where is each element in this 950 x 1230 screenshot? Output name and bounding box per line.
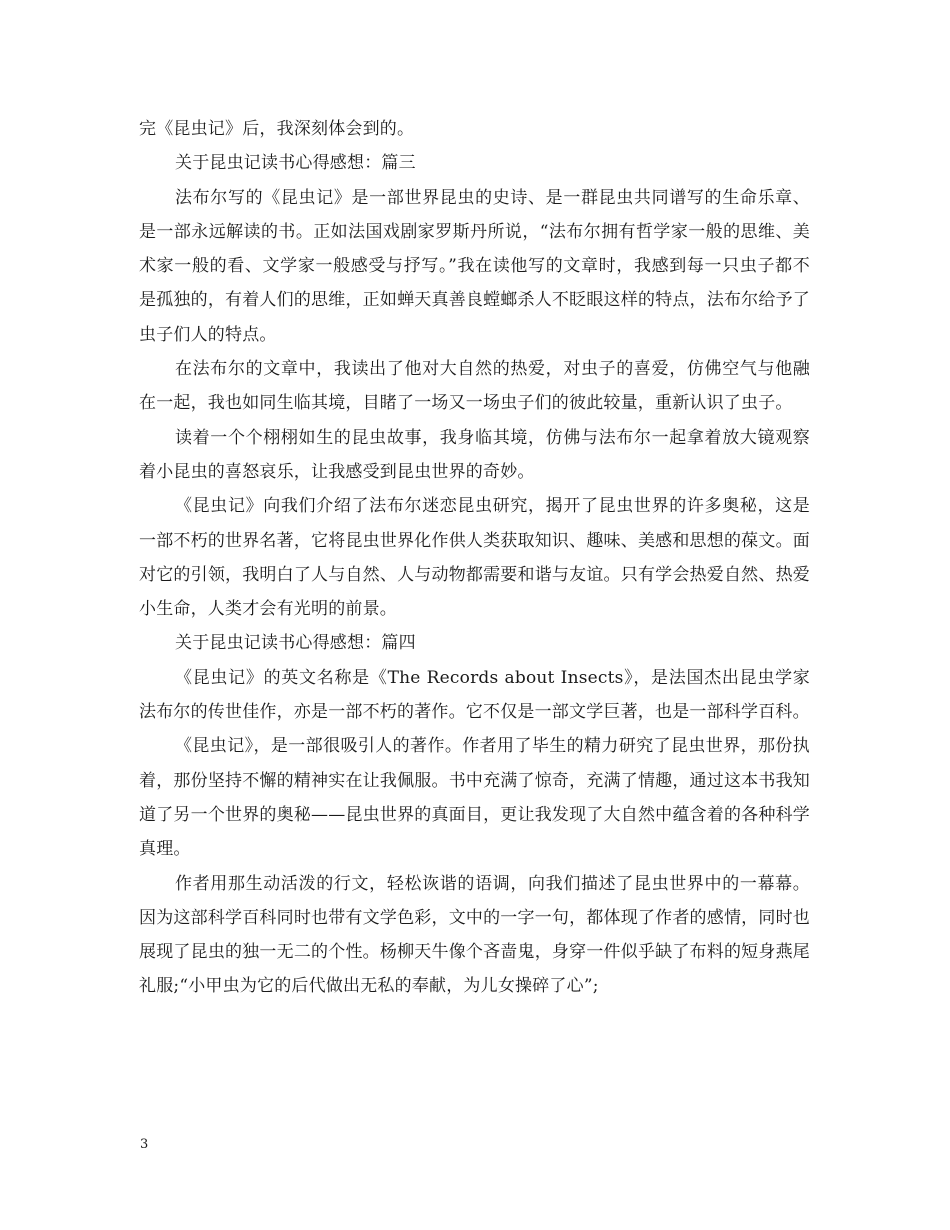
paragraph-continuation: 完《昆虫记》后，我深刻体会到的。 (139, 119, 415, 139)
paragraph: 《昆虫记》，是一部很吸引人的著作。作者用了毕生的精力研究了昆虫世界，那份执着，那份坚持不懈的精神实在让我佩服。书中充满了惊奇，充满了情趣，通过这本书我知道了另一个世界的奥秘——昆虫世界的真面目，更让我发现了大自然中蕴含着的各种科学真理。 (139, 736, 810, 860)
paragraph: 读着一个个栩栩如生的昆虫故事，我身临其境，仿佛与法布尔一起拿着放大镜观察着小昆虫的喜怒哀乐，让我感受到昆虫世界的奇妙。 (139, 427, 810, 482)
document-page (139, 112, 810, 1004)
page-number: 3 (140, 1137, 149, 1152)
paragraph: 作者用那生动活泼的行文，轻松诙谐的语调，向我们描述了昆虫世界中的一幕幕。因为这部科学百科同时也带有文学色彩，文中的一字一句，都体现了作者的感情，同时也展现了昆虫的独一无二的个性。杨柳天牛像个吝啬鬼，身穿一件似乎缺了布料的短身燕尾礼服;“小甲虫为它的后代做出无私的奉献，为儿女操碎了心”; (139, 873, 810, 997)
section-heading-part-four: 关于昆虫记读书心得感想：篇四 (175, 633, 416, 654)
paragraph: 法布尔写的《昆虫记》是一部世界昆虫的史诗、是一群昆虫共同谱写的生命乐章、是一部永远解读的书。正如法国戏剧家罗斯丹所说，“法布尔拥有哲学家一般的思维、美术家一般的看、文学家一般感受与抒写。”我在读他写的文章时，我感到每一只虫子都不是孤独的，有着人们的思维，正如蝉天真善良螳螂杀人不眨眼这样的特点，法布尔给予了虫子们人的特点。 (139, 187, 810, 345)
paragraph: 《昆虫记》的英文名称是《The Records about Insects》，是法国杰出昆虫学家法布尔的传世佳作，亦是一部不朽的著作。它不仅是一部文学巨著，也是一部科学百科。 (139, 667, 810, 723)
paragraph: 在法布尔的文章中，我读出了他对大自然的热爱，对虫子的喜爱，仿佛空气与他融在一起，我也如同生临其境，目睹了一场又一场虫子们的彼此较量，重新认识了虫子。 (139, 359, 810, 414)
section-heading-part-three: 关于昆虫记读书心得感想：篇三 (175, 153, 416, 174)
paragraph: 《昆虫记》向我们介绍了法布尔迷恋昆虫研究，揭开了昆虫世界的许多奥秘，这是一部不朽的世界名著，它将昆虫世界化作供人类获取知识、趣味、美感和思想的葆文。面对它的引领，我明白了人与自然、人与动物都需要和谐与友谊。只有学会热爱自然、热爱小生命，人类才会有光明的前景。 (139, 496, 810, 620)
